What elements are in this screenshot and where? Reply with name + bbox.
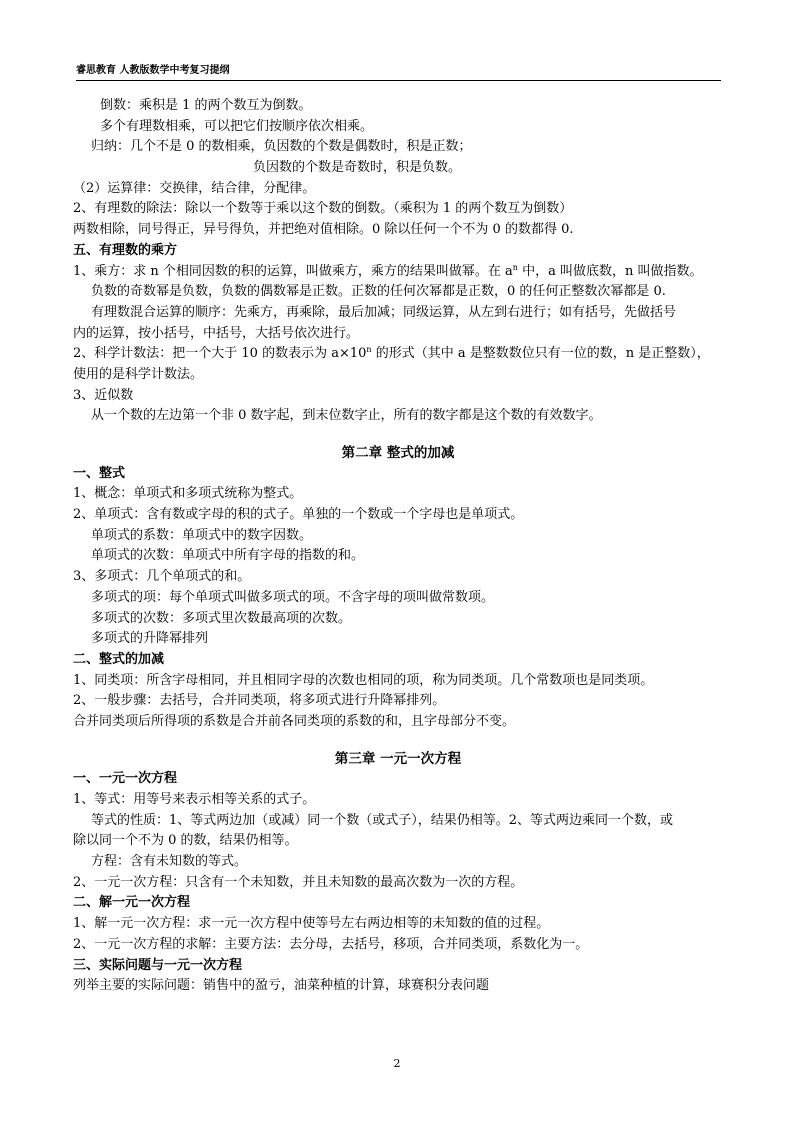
text-line: 多项式的次数：多项式里次数最高项的次数。 [91, 610, 352, 626]
section-heading: 三、实际问题与一元一次方程 [73, 957, 243, 973]
text-line: 列举主要的实际问题：销售中的盈亏，油菜种植的计算，球赛积分表问题 [73, 978, 490, 994]
text-line: 多个有理数相乘，可以把它们按顺序依次相乘。 [100, 118, 374, 134]
text-line: 从一个数的左边第一个非 0 数字起，到末位数字止，所有的数字都是这个数的有效数字。 [91, 408, 602, 424]
text-line: 2、一般步骤：去括号，合并同类项，将多项式进行升降幂排列。 [73, 693, 446, 709]
text-line: 3、多项式：几个单项式的和。 [73, 569, 251, 585]
text-line: 2、一元一次方程的求解：主要方法：去分母，去括号，移项，合并同类项，系数化为一。 [73, 936, 589, 952]
text-line: （2）运算律：交换律，结合律，分配律。 [73, 180, 316, 196]
text-line: 1、概念：单项式和多项式统称为整式。 [73, 486, 303, 502]
chapter-title: 第二章 整式的加减 [341, 445, 455, 461]
text-line: 方程：含有未知数的等式。 [91, 854, 248, 870]
text-line: 负因数的个数是奇数时，积是负数。 [253, 160, 462, 176]
text-line: 负数的奇数幂是负数，负数的偶数幂是正数。正数的任何次幂都是正数，0 的任何正整数次幂都是 0. [91, 284, 666, 300]
text-line: 除以同一个不为 0 的数，结果仍相等。 [73, 833, 298, 849]
page-content [73, 96, 723, 997]
text-line: 3、近似数 [73, 387, 134, 403]
text-line: 2、单项式：含有数或字母的积的式子。单独的一个数或一个字母也是单项式。 [73, 507, 524, 523]
text-line: 1、解一元一次方程：求一元一次方程中使等号左右两边相等的未知数的值的过程。 [73, 916, 550, 932]
text-line: 多项式的项：每个单项式叫做多项式的项。不含字母的项叫做常数项。 [91, 589, 495, 605]
text-line: 1、同类项：所含字母相同，并且相同字母的次数也相同的项，称为同类项。几个常数项也是同类项。 [73, 672, 654, 688]
text-line: 单项式的系数：单项式中的数字因数。 [91, 527, 313, 543]
text-line: 有理数混合运算的顺序：先乘方，再乘除，最后加减；同级运算，从左到右进行；如有括号，先做括号 [91, 304, 677, 320]
section-heading: 一、一元一次方程 [73, 771, 178, 787]
text-line: 等式的性质：1、等式两边加（或减）同一个数（或式子），结果仍相等。2、等式两边乘同一个数，或 [91, 812, 674, 828]
text-line: 合并同类项后所得项的系数是合并前各同类项的系数的和，且字母部分不变。 [73, 713, 516, 729]
text-line: 1、等式：用等号来表示相等关系的式子。 [73, 792, 316, 807]
page-number: 2 [393, 1057, 401, 1070]
text-line: 两数相除，同号得正，异号得负，并把绝对值相除。0 除以任何一个不为 0 的数都得 0. [73, 222, 574, 238]
text-line: 2、一元一次方程：只含有一个未知数，并且未知数的最高次数为一次的方程。 [73, 874, 524, 890]
text-line: 倒数：乘积是 1 的两个数互为倒数。 [100, 98, 312, 113]
section-heading: 一、整式 [73, 465, 126, 481]
text-line: 单项式的次数：单项式中所有字母的指数的和。 [91, 548, 365, 564]
page-header: 睿思教育 人教版数学中考复习提纲 [76, 62, 721, 81]
text-line: 1、乘方：求 n 个相同因数的积的运算，叫做乘方，乘方的结果叫做幂。在 $a^n$ 中，a 叫做底数，n 叫做指数。 [73, 262, 703, 279]
section-heading: 二、整式的加减 [73, 651, 165, 667]
text-line: 2、科学计数法：把一个大于 10 的数表示为 $a\times 10^n$ 的形式（其中 a 是整数数位只有一位的数，n 是正整数）， [73, 345, 710, 362]
text-line: 2、有理数的除法：除以一个数等于乘以这个数的倒数。（乘积为 1 的两个数互为倒数） [73, 201, 573, 217]
text-line: 使用的是科学计数法。 [73, 366, 204, 382]
text-line: 多项式的升降幂排列 [91, 631, 209, 647]
section-heading: 二、解一元一次方程 [73, 895, 191, 911]
text-line: 归纳：几个不是 0 的数相乘，负因数的个数是偶数时，积是正数； [91, 139, 472, 155]
chapter-title: 第三章 一元一次方程 [334, 750, 462, 767]
text-line: 内的运算，按小括号，中括号，大括号依次进行。 [73, 325, 360, 341]
section-heading: 五、有理数的乘方 [73, 242, 178, 258]
